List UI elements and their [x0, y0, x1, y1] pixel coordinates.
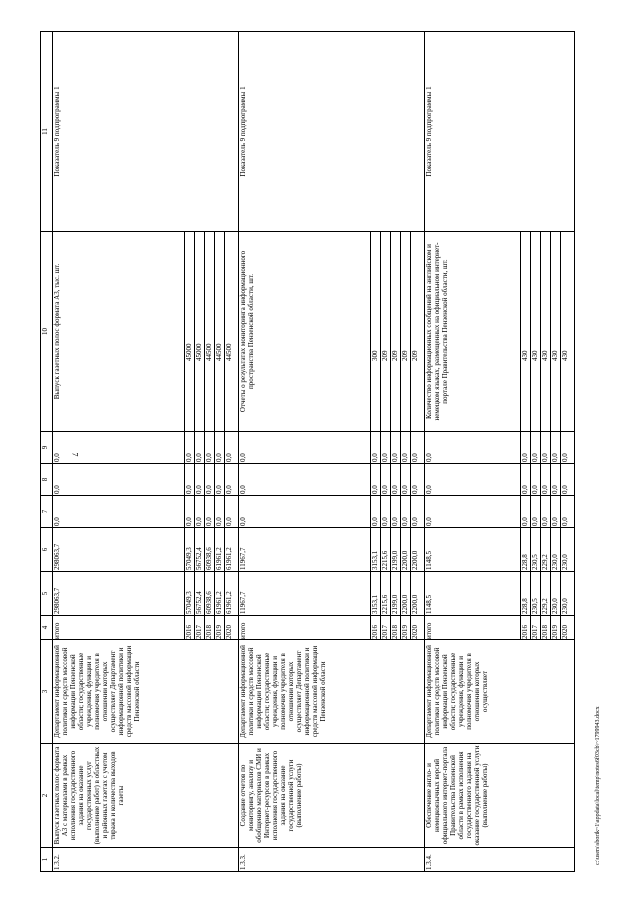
year-value: 228,8: [520, 528, 530, 571]
value-column: [425, 528, 575, 572]
table-row: [53, 32, 239, 872]
value-column: [53, 528, 239, 572]
year-value: 0,0: [530, 496, 540, 527]
measure-name: Обеспечение англо- и немецкоязычных версий официального интернет-портала Правительства Пензенской области в рамках исполнения государственного задания на оказание государственной услуги (выполнение работы): [425, 744, 575, 848]
total-value: 0,0: [425, 517, 433, 526]
header-cell: 10: [41, 232, 53, 432]
year-value: 0,0: [214, 464, 224, 495]
year-cell: 2020: [410, 616, 420, 639]
indicator-value: 44500: [224, 232, 234, 431]
executor: Департамент информационной политики и средств массовой информации Пензенской области; государственные учреждения, функции и полномочия учредителя в отношении которых осуществляет: [425, 640, 575, 744]
value-column: [239, 496, 425, 528]
indicator-value: 209: [380, 232, 390, 431]
year-cell: 2017: [380, 616, 390, 639]
header-cell: 4: [41, 616, 53, 640]
year-value: 0,0: [550, 432, 560, 463]
indicator-value: 430: [520, 232, 530, 431]
year-value: 0,0: [540, 496, 550, 527]
year-value: 230,0: [560, 572, 570, 615]
header-cell: 7: [41, 496, 53, 528]
year-value: 0,0: [550, 496, 560, 527]
year-value: 0,0: [224, 432, 234, 463]
indicator-value: 430: [530, 232, 540, 431]
value-column: [425, 464, 575, 496]
program-indicator: Показатель 9 подпрограммы 1: [239, 32, 425, 232]
indicator-value: 430: [560, 232, 570, 431]
year-value: 0,0: [194, 496, 204, 527]
year-value: 57049,3: [184, 572, 194, 615]
measure-name: Создание отчетов по мониторингу, анализу и обобщению материалов СМИ и Интернет-ресурсов в рамках исполнения государственного задания на оказание государственной услуги (выполнение работы): [239, 744, 425, 848]
value-column: [53, 572, 239, 616]
year-value: 2215,6: [380, 572, 390, 615]
year-value: 0,0: [370, 464, 380, 495]
year-value: 0,0: [410, 432, 420, 463]
year-cell: 2018: [540, 616, 550, 639]
header-cell: 9: [41, 432, 53, 464]
year-cell: 2017: [530, 616, 540, 639]
year-value: 60938,6: [204, 572, 214, 615]
total-value: 1148,5: [425, 551, 433, 570]
total-value: 0,0: [53, 453, 61, 462]
header-cell: 6: [41, 528, 53, 572]
year-value: 0,0: [184, 496, 194, 527]
header-cell: 1: [41, 848, 53, 872]
year-value: 230,0: [550, 528, 560, 571]
year-value: 0,0: [390, 464, 400, 495]
total-label: итого: [425, 622, 433, 639]
total-value: 11967,7: [239, 591, 247, 614]
year-value: 57049,3: [184, 528, 194, 571]
year-value: 0,0: [530, 464, 540, 495]
header-cell: 3: [41, 640, 53, 744]
value-column: [239, 464, 425, 496]
year-value: 0,0: [400, 432, 410, 463]
year-value: 0,0: [520, 464, 530, 495]
indicator-column: [239, 232, 425, 432]
year-value: 0,0: [540, 464, 550, 495]
year-value: 230,0: [560, 528, 570, 571]
total-value: 0,0: [239, 517, 247, 526]
total-value: 11967,7: [239, 547, 247, 570]
year-value: 0,0: [370, 496, 380, 527]
indicator-value: 44500: [204, 232, 214, 431]
total-value: 0,0: [53, 485, 61, 494]
year-value: 229,2: [540, 528, 550, 571]
year-value: 60938,6: [204, 528, 214, 571]
value-column: [239, 432, 425, 464]
value-column: [425, 572, 575, 616]
year-column: [239, 616, 425, 640]
year-value: 0,0: [530, 432, 540, 463]
header-cell: 11: [41, 32, 53, 232]
total-value: 0,0: [425, 485, 433, 494]
year-cell: 2016: [520, 616, 530, 639]
indicator-name: Выпуск газетных полос формата А3, тыс. шт.: [53, 263, 61, 400]
year-value: 230,0: [550, 572, 560, 615]
year-cell: 2019: [214, 616, 224, 639]
year-value: 3153,1: [370, 572, 380, 615]
year-cell: 2016: [184, 616, 194, 639]
year-value: 0,0: [380, 432, 390, 463]
year-value: 56752,4: [194, 572, 204, 615]
indicator-value: 209: [400, 232, 410, 431]
year-value: 2199,0: [390, 528, 400, 571]
measure-name: Выпуск газетных полос формата А3 с материалами в рамках исполнения государственного задания на оказание государственных услуг (выполнение работ) в областных и районных газетах с учетом тиража и количества выходов газеты: [53, 744, 239, 848]
indicator-value: 430: [540, 232, 550, 431]
year-value: 0,0: [194, 464, 204, 495]
year-value: 0,0: [214, 496, 224, 527]
year-value: 230,5: [530, 572, 540, 615]
indicator-value: 209: [410, 232, 420, 431]
value-column: [239, 572, 425, 616]
year-value: 2200,0: [400, 572, 410, 615]
year-value: 61961,2: [214, 528, 224, 571]
year-value: 0,0: [204, 496, 214, 527]
value-column: [425, 432, 575, 464]
year-value: 0,0: [560, 464, 570, 495]
year-value: 3153,1: [370, 528, 380, 571]
indicator-column: [53, 232, 239, 432]
year-value: 61961,2: [224, 572, 234, 615]
total-value: 0,0: [53, 517, 61, 526]
indicator-value: 430: [550, 232, 560, 431]
year-value: 228,8: [520, 572, 530, 615]
row-number: 1.3.4.: [425, 848, 575, 872]
year-value: 0,0: [194, 432, 204, 463]
year-value: 0,0: [540, 432, 550, 463]
header-cell: 2: [41, 744, 53, 848]
year-value: 0,0: [390, 496, 400, 527]
year-value: 2200,0: [400, 528, 410, 571]
year-value: 0,0: [184, 432, 194, 463]
year-value: 0,0: [410, 496, 420, 527]
indicator-column: [425, 232, 575, 432]
total-value: 0,0: [239, 453, 247, 462]
value-column: [53, 496, 239, 528]
year-value: 0,0: [520, 432, 530, 463]
year-value: 0,0: [390, 432, 400, 463]
year-value: 0,0: [400, 464, 410, 495]
total-value: 1148,5: [425, 595, 433, 614]
year-column: [53, 616, 239, 640]
indicator-value: 45000: [194, 232, 204, 431]
total-value: 0,0: [239, 485, 247, 494]
year-value: 230,5: [530, 528, 540, 571]
indicator-name: Количество информационных сообщений на английском и немецком языках, размещенных на официальном интернет-портале Правительства Пензенской области, шт.: [425, 242, 449, 421]
header-cell: 5: [41, 572, 53, 616]
executor: Департамент информационной политики и средств массовой информации Пензенской области; государственные учреждения, функции и полномочия учредителя в отношении которых осуществляет Департамент информационной политики и средств массовой информации Пензенской области: [53, 640, 239, 744]
year-value: 0,0: [560, 432, 570, 463]
row-number: 1.3.3.: [239, 848, 425, 872]
page-number: 7: [70, 452, 80, 457]
value-column: [239, 528, 425, 572]
year-value: 0,0: [410, 464, 420, 495]
year-value: 0,0: [184, 464, 194, 495]
value-column: [53, 464, 239, 496]
total-label: итого: [53, 622, 61, 639]
table-row: [425, 32, 575, 872]
year-value: 0,0: [204, 432, 214, 463]
year-cell: 2018: [390, 616, 400, 639]
year-value: 0,0: [380, 496, 390, 527]
value-column: [425, 496, 575, 528]
year-value: 0,0: [400, 496, 410, 527]
program-indicator: Показатель 9 подпрограммы 1: [53, 32, 239, 232]
year-value: 2200,0: [410, 572, 420, 615]
total-label: итого: [239, 622, 247, 639]
year-value: 0,0: [370, 432, 380, 463]
year-value: 61961,2: [214, 572, 224, 615]
table-row: [239, 32, 425, 872]
year-value: 0,0: [214, 432, 224, 463]
year-cell: 2020: [560, 616, 570, 639]
row-number: 1.3.2.: [53, 848, 239, 872]
year-value: 56752,4: [194, 528, 204, 571]
footer-path: c:\users\sborik~1\appdata\local\temp\notes6f03cb\~1799943.docx: [595, 706, 601, 865]
indicator-name: Отчеты о результатах мониторинга информационного пространства Пензенской области, шт.: [239, 250, 255, 413]
indicator-value: 45000: [184, 232, 194, 431]
year-value: 0,0: [560, 496, 570, 527]
year-value: 61961,2: [224, 528, 234, 571]
program-indicator: Показатель 9 подпрограммы 1: [425, 32, 575, 232]
year-value: 0,0: [380, 464, 390, 495]
year-value: 0,0: [550, 464, 560, 495]
year-value: 0,0: [224, 464, 234, 495]
rotated-table-wrapper: [40, 32, 600, 872]
year-cell: 2019: [550, 616, 560, 639]
executor: Департамент информационной политики и средств массовой информации Пензенской области; государственные учреждения, функции и полномочия учредителя в отношении которых осуществляет Департамент информационной политики и средств массовой информации Пензенской области: [239, 640, 425, 744]
total-value: 0,0: [425, 453, 433, 462]
year-cell: 2016: [370, 616, 380, 639]
indicator-value: 300: [370, 232, 380, 431]
year-value: 2215,6: [380, 528, 390, 571]
year-value: 229,2: [540, 572, 550, 615]
year-value: 0,0: [520, 496, 530, 527]
year-cell: 2020: [224, 616, 234, 639]
header-row: [41, 32, 53, 872]
year-value: 0,0: [224, 496, 234, 527]
year-value: 2200,0: [410, 528, 420, 571]
total-value: 298063,7: [53, 543, 61, 570]
year-value: 2199,0: [390, 572, 400, 615]
header-cell: 8: [41, 464, 53, 496]
total-value: 298063,7: [53, 587, 61, 614]
year-value: 0,0: [204, 464, 214, 495]
value-column: [53, 432, 239, 464]
indicator-value: 209: [390, 232, 400, 431]
program-table: [40, 31, 575, 872]
year-cell: 2019: [400, 616, 410, 639]
year-cell: 2017: [194, 616, 204, 639]
year-cell: 2018: [204, 616, 214, 639]
indicator-value: 44500: [214, 232, 224, 431]
year-column: [425, 616, 575, 640]
